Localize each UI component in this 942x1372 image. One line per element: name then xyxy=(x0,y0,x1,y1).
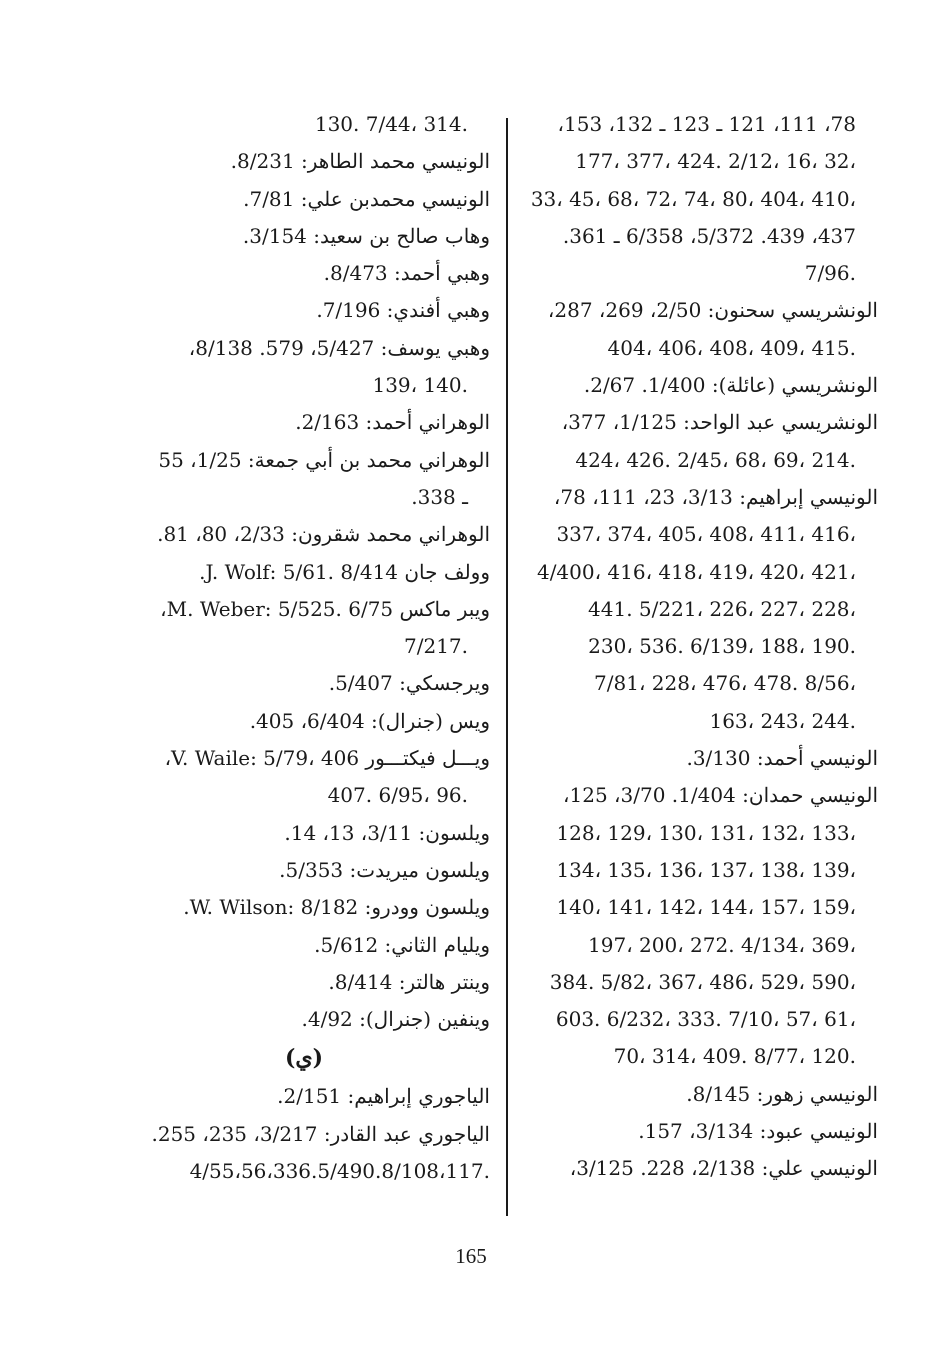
index-entry-line: الونيسي أحمد: 3/130. xyxy=(686,746,878,771)
index-entry-line: 384. 5/82، 367، 486، 529، 590، xyxy=(549,969,856,994)
index-entry-line: وينتر هالتر: 8/414. xyxy=(328,969,490,994)
index-entry-line: 197، 200، 272. 4/134، 369، xyxy=(588,932,856,957)
index-entry-line: الوهراني أحمد: 2/163. xyxy=(295,410,490,435)
index-entry-line: الونيسي محمد الطاهر: 8/231. xyxy=(230,149,490,174)
index-entry-line: 7/217. xyxy=(404,634,468,659)
right-column xyxy=(506,106,878,1188)
section-heading: (ي) xyxy=(284,1045,324,1072)
index-entry-line: وينفين (جنرال): 4/92. xyxy=(301,1007,490,1032)
index-entry-line: الونيسي زهور: 8/145. xyxy=(686,1081,878,1106)
index-entry-line: ـ 338. xyxy=(411,484,468,509)
index-entry-line: الياجوري إبراهيم: 2/151. xyxy=(277,1084,490,1109)
index-entry-line: 424، 426. 2/45، 68، 69، 214. xyxy=(575,447,856,472)
index-entry-line: 7/96. xyxy=(804,261,856,286)
index-entry-line: ويلسون وودرو: W. Wilson: 8/182. xyxy=(183,895,490,920)
index-entry-line: 130. 7/44، 314. xyxy=(314,112,468,136)
index-entry-line: 70، 314، 409. 8/77، 120. xyxy=(613,1044,856,1069)
index-entry-line: ويس (جنرال): 6/404، 405. xyxy=(249,708,490,733)
index-entry-line: 4/400، 416، 418، 419، 420، 421، xyxy=(536,559,856,584)
index-entry-line: ويلسون ميريدت: 5/353. xyxy=(279,857,490,882)
index-entry-line: الونيسي إبراهيم: 3/13، 23، 111، 78، xyxy=(553,484,878,509)
index-entry-line: وهاب صالح بن سعيد: 3/154. xyxy=(242,223,490,248)
index-entry-line: الونشريسي سحنون: 2/50، 269، 287، xyxy=(547,298,878,323)
column-divider xyxy=(506,118,508,1216)
index-entry-line: 134، 135، 136، 137، 138، 139، xyxy=(556,857,856,882)
index-entry-line: الونيسي عبود: 3/134، 157. xyxy=(638,1119,878,1144)
index-entry-line: 603. 6/232، 333. 7/10، 57، 61، xyxy=(555,1007,856,1032)
index-entry-line: ويـــل فيكتـــور V. Waile: 5/79، 406، xyxy=(164,746,490,771)
index-entry-line: الونيسي محمدبن علي: 7/81. xyxy=(243,186,490,211)
index-entry-line: 4/55،56،336.5/490.8/108،117. xyxy=(189,1159,490,1184)
left-column xyxy=(118,106,490,1190)
index-entry-line: وولف جان J. Wolf: 5/61. 8/414. xyxy=(199,559,490,584)
index-entry-line: 33، 45، 68، 72، 74، 80، 404، 410، xyxy=(530,186,856,211)
index-entry-line: ويبر ماكس M. Weber: 5/525. 6/75، xyxy=(160,596,490,621)
index-entry-line: 437، 439. 5/372، 6/358 ـ 361. xyxy=(562,223,856,248)
index-entry-line: الونشريسي عبد الواحد: 1/125، 377، xyxy=(561,410,878,435)
index-entry-line: وهبي أحمد: 8/473. xyxy=(323,261,490,286)
index-entry-line: 163، 243، 244. xyxy=(709,708,856,733)
index-entry-line: 407. 6/95، 96. xyxy=(327,783,468,808)
index-entry-line: الونيسي علي: 2/138، 228. 3/125، xyxy=(569,1156,878,1181)
index-entry-line: ويليام الثاني: 5/612. xyxy=(314,932,490,957)
index-entry-line: ويلسون: 3/11، 13، 14. xyxy=(284,820,490,845)
index-entry-line: 128، 129، 130، 131، 132، 133، xyxy=(556,820,856,845)
index-entry-line: 7/81، 228، 476، 478. 8/56، xyxy=(594,671,856,696)
index-entry-line: الونشريسي (عائلة): 1/400. 2/67. xyxy=(583,373,878,398)
index-entry-line: ويرجسكي: 5/407. xyxy=(328,671,490,696)
index-entry-line: وهبي أفندي: 7/196. xyxy=(316,298,490,323)
index-entry-line: 177، 377، 424. 2/12، 16، 32، xyxy=(575,149,856,174)
index-entry-line: 140، 141، 142، 144، 157، 159، xyxy=(556,895,856,920)
index-entry-line: الونيسي حمدان: 1/404. 3/70، 125، xyxy=(563,783,878,808)
index-entry-line: 441. 5/221، 226، 227، 228، xyxy=(588,596,856,621)
page-number: 165 xyxy=(455,1244,487,1268)
index-entry-line: الوهراني محمد شقرون: 2/33، 80، 81. xyxy=(157,522,490,547)
index-entry-line: 404، 406، 408، 409، 415. xyxy=(607,335,856,360)
index-entry-line: 139، 140. xyxy=(372,373,468,398)
index-entry-line: 230، 536. 6/139، 188، 190. xyxy=(588,634,856,659)
index-entry-line: الياجوري عبد القادر: 3/217، 235، 255. xyxy=(151,1121,490,1146)
index-entry-line: 337، 374، 405، 408، 411، 416، xyxy=(556,522,856,547)
index-entry-line: الوهراني محمد بن أبي جمعة: 1/25، 55 xyxy=(158,447,490,472)
index-entry-line: وهبي يوسف: 5/427، 579. 8/138، xyxy=(188,335,490,360)
index-entry-line: 78، 111، 121 ـ 123 ـ 132، 153، xyxy=(557,112,856,136)
